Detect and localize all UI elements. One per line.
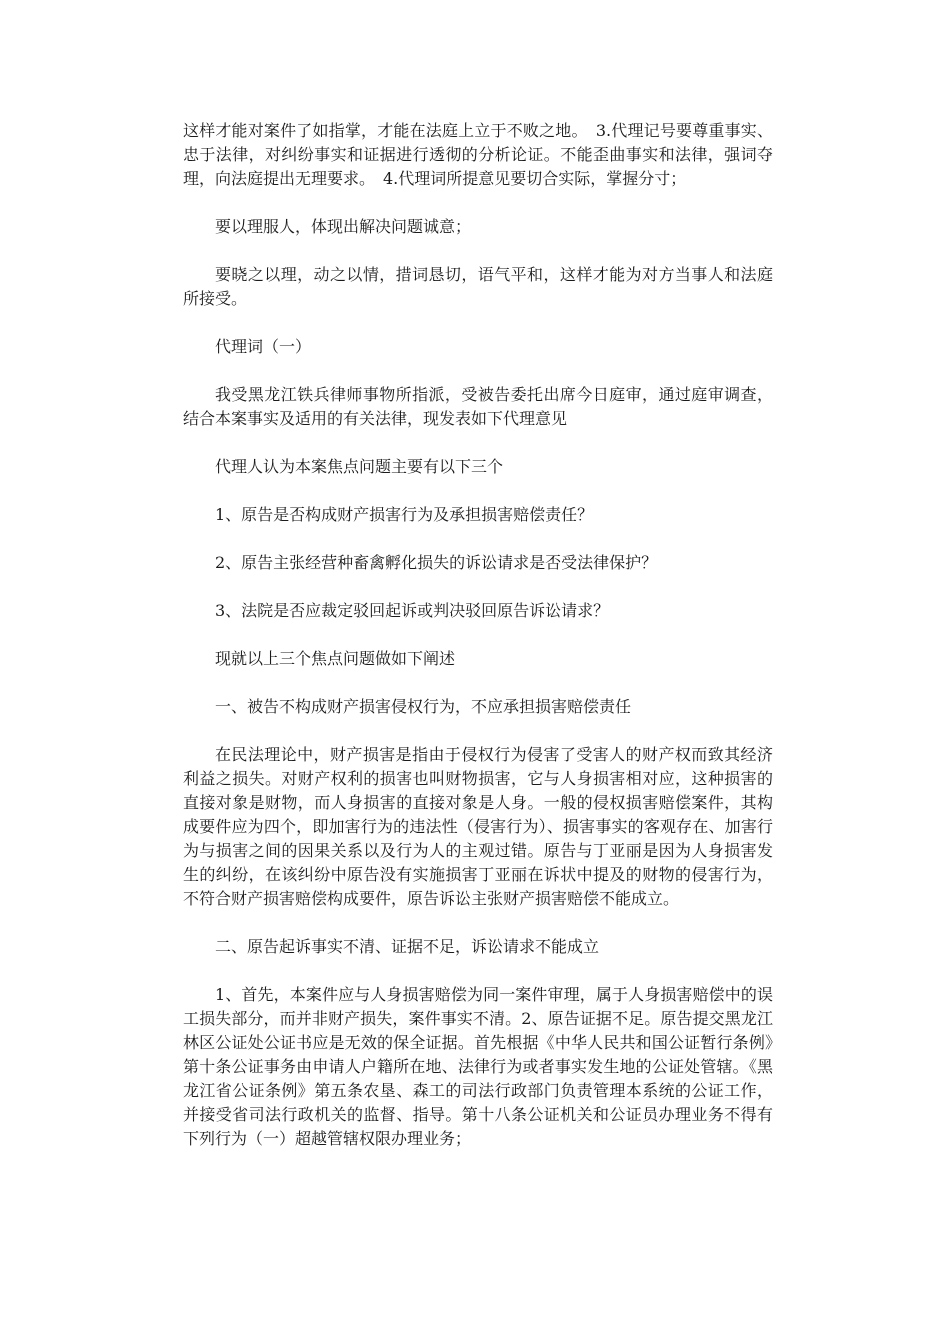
list-item: 2、原告主张经营种畜禽孵化损失的诉讼请求是否受法律保护？ <box>215 553 658 572</box>
paragraph: 1、首先，本案件应与人身损害赔偿为同一案件审理，属于人身损害赔偿中的误工损失部分，而并非财产损失，案件事实不清。2、原告证据不足。原告提交黑龙江林区公证处公证书应是无效的保全证据。首先根据《中华人民共和国公证暂行条例》第十条公证事务由申请人户籍所在地、法律行为或者事实发生地的公证处管辖。《黑龙江省公证条例》第五条农垦、森工的司法行政部门负责管理本系统的公证工作，并接受省司法行政机关的监督、指导。第十八条公证机关和公证员办理业务不得有下列行为（一）超越管辖权限办理业务； <box>183 985 773 1148</box>
section-heading: 一、被告不构成财产损害侵权行为，不应承担损害赔偿责任 <box>215 697 632 716</box>
section-heading: 代理词（一） <box>215 337 312 356</box>
list-item: 1、原告是否构成财产损害行为及承担损害赔偿责任？ <box>215 505 594 524</box>
list-item: 3、法院是否应裁定驳回起诉或判决驳回原告诉讼请求？ <box>215 601 610 620</box>
paragraph: 代理人认为本案焦点问题主要有以下三个 <box>215 457 504 476</box>
paragraph: 现就以上三个焦点问题做如下阐述 <box>215 649 456 668</box>
paragraph: 要晓之以理，动之以情，措词恳切，语气平和，这样才能为对方当事人和法庭所接受。 <box>183 265 773 308</box>
paragraph-continuation: 这样才能对案件了如指掌，才能在法庭上立于不败之地。 3.代理记号要尊重事实、忠于法律，对纠纷事实和证据进行透彻的分析论证。不能歪曲事实和法律，强词夺理，向法庭提出无理要求。 4.代理词所提意见要切合实际，掌握分寸； <box>183 121 773 188</box>
paragraph: 要以理服人，体现出解决问题诚意； <box>215 217 472 236</box>
paragraph: 在民法理论中，财产损害是指由于侵权行为侵害了受害人的财产权而致其经济利益之损失。对财产权利的损害也叫财物损害，它与人身损害相对应，这种损害的直接对象是财物，而人身损害的直接对象是人身。一般的侵权损害赔偿案件，其构成要件应为四个，即加害行为的违法性（侵害行为）、损害事实的客观存在、加害行为与损害之间的因果关系以及行为人的主观过错。原告与丁亚丽是因为人身损害发生的纠纷，在该纠纷中原告没有实施损害丁亚丽在诉状中提及的财物的侵害行为，不符合财产损害赔偿构成要件，原告诉讼主张财产损害赔偿不能成立。 <box>183 745 773 908</box>
document-body <box>183 119 773 1175</box>
section-heading: 二、原告起诉事实不清、证据不足，诉讼请求不能成立 <box>215 937 600 956</box>
paragraph: 我受黑龙江铁兵律师事物所指派，受被告委托出席今日庭审，通过庭审调查，结合本案事实及适用的有关法律，现发表如下代理意见 <box>183 385 773 428</box>
